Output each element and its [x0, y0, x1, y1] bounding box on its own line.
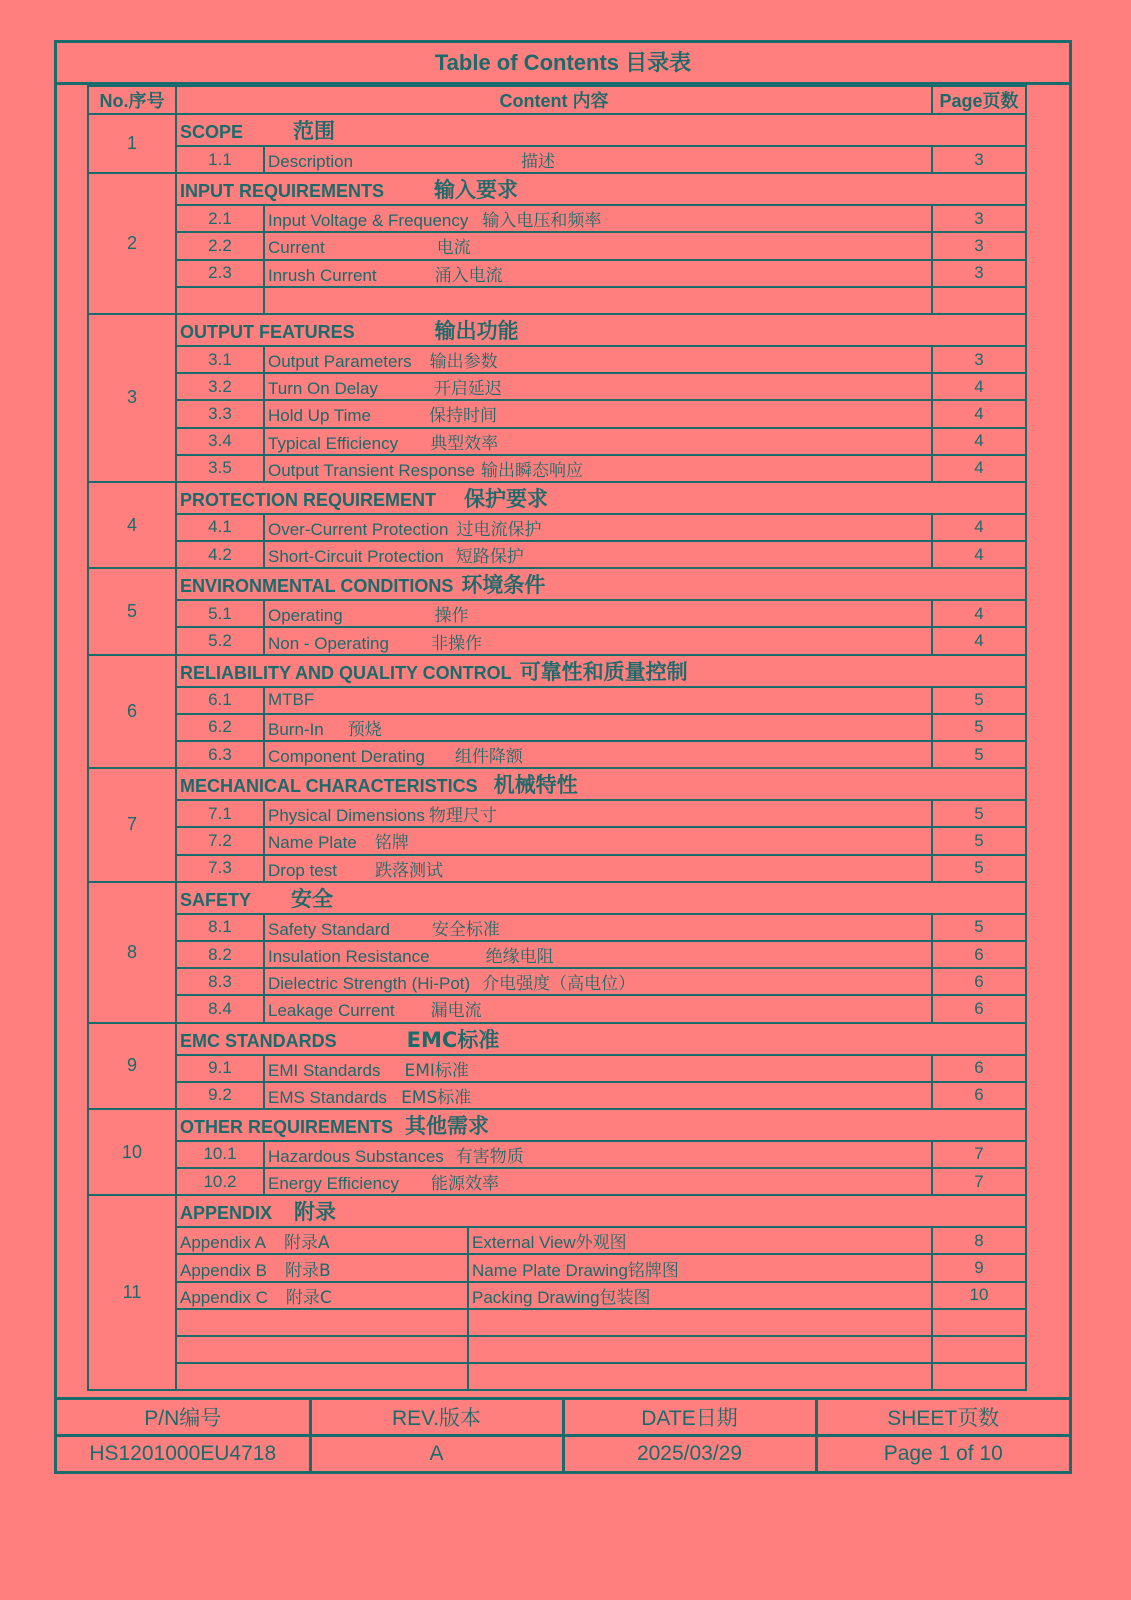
item-description[interactable] — [264, 914, 932, 941]
appendix-label[interactable] — [176, 1227, 468, 1254]
item-number: 3.5 — [176, 455, 264, 482]
item-number: 8.4 — [176, 995, 264, 1022]
blank-cell — [264, 287, 932, 314]
item-title-cn: 过电流保护 — [456, 519, 542, 540]
section-title-cell — [176, 1023, 1026, 1055]
section-row — [88, 482, 1026, 514]
header-content: Content 内容 — [176, 86, 932, 114]
item-page: 5 — [932, 741, 1026, 768]
toc-item-row — [88, 373, 1026, 400]
item-description[interactable] — [264, 1055, 932, 1082]
toc-item-row — [88, 205, 1026, 232]
section-row — [88, 655, 1026, 687]
section-title: RELIABILITY AND QUALITY CONTROL — [180, 662, 512, 683]
item-description[interactable] — [264, 260, 932, 287]
appendix-description: Packing Drawing包装图 — [468, 1282, 932, 1309]
toc-item-row — [88, 146, 1026, 173]
section-number: 7 — [88, 768, 176, 882]
item-title-cn: 保持时间 — [428, 406, 497, 427]
item-description[interactable] — [264, 600, 932, 627]
toc-item-row — [88, 995, 1026, 1022]
item-description[interactable] — [264, 741, 932, 768]
sheet-number: Page 1 of 10 — [816, 1436, 1069, 1472]
item-title: EMI Standards — [268, 1060, 381, 1080]
item-page: 5 — [932, 800, 1026, 827]
item-page: 4 — [932, 455, 1026, 482]
item-description[interactable] — [264, 373, 932, 400]
blank-row — [88, 1309, 1026, 1336]
toc-item-row — [88, 260, 1026, 287]
blank-cell — [932, 1336, 1026, 1363]
item-number: 2.3 — [176, 260, 264, 287]
item-description[interactable] — [264, 146, 932, 173]
toc-item-row — [88, 968, 1026, 995]
item-title-cn: 输出参数 — [429, 352, 498, 373]
item-number: 7.3 — [176, 855, 264, 882]
toc-item-row — [88, 1141, 1026, 1168]
section-row — [88, 768, 1026, 800]
item-title: EMS Standards — [268, 1087, 388, 1107]
item-title-cn: 描述 — [521, 152, 556, 173]
item-page: 7 — [932, 1168, 1026, 1195]
section-row — [88, 568, 1026, 600]
item-title-cn: 开启延迟 — [433, 379, 502, 400]
item-title: Over-Current Protection — [268, 519, 449, 539]
header-no: No.序号 — [88, 86, 176, 114]
item-number: 8.2 — [176, 941, 264, 968]
item-number: 4.2 — [176, 541, 264, 568]
item-title-cn: 能源效率 — [431, 1174, 500, 1195]
section-row — [88, 1109, 1026, 1141]
footer-label-rev: REV.版本 — [310, 1399, 563, 1436]
item-title: Non - Operating — [268, 633, 389, 653]
section-title-cell — [176, 173, 1026, 205]
item-title: Description — [268, 152, 354, 172]
section-title-cn: 输入要求 — [434, 178, 519, 203]
footer-label-sheet: SHEET页数 — [816, 1399, 1069, 1436]
section-title: PROTECTION REQUIREMENT — [180, 489, 437, 510]
blank-row — [88, 1363, 1026, 1390]
item-page: 4 — [932, 373, 1026, 400]
item-title: Component Derating — [268, 747, 425, 767]
appendix-page: 10 — [932, 1282, 1026, 1309]
appendix-id: Appendix C — [180, 1287, 268, 1307]
section-title-cn: 输出功能 — [434, 318, 519, 343]
revision: A — [310, 1436, 563, 1472]
item-number: 7.2 — [176, 827, 264, 854]
section-title: EMC STANDARDS — [180, 1030, 337, 1051]
section-number: 11 — [88, 1195, 176, 1390]
section-row — [88, 314, 1026, 346]
section-title-cell — [176, 568, 1026, 600]
item-title-cn: 组件降额 — [454, 747, 523, 768]
item-number: 10.1 — [176, 1141, 264, 1168]
item-page: 3 — [932, 260, 1026, 287]
item-description[interactable] — [264, 714, 932, 741]
section-row — [88, 173, 1026, 205]
section-title-cn: 机械特性 — [493, 773, 578, 798]
item-title: Drop test — [268, 860, 337, 880]
item-page: 4 — [932, 400, 1026, 427]
item-title-cn: 典型效率 — [430, 433, 499, 454]
item-title-cn: 涌入电流 — [434, 265, 503, 286]
section-number: 8 — [88, 882, 176, 1023]
item-title-cn: 输出瞬态响应 — [480, 460, 583, 481]
item-page: 7 — [932, 1141, 1026, 1168]
appendix-label[interactable] — [176, 1254, 468, 1281]
item-page: 3 — [932, 205, 1026, 232]
item-title-cn: 预烧 — [347, 719, 382, 740]
item-title-cn: 电流 — [436, 238, 471, 259]
part-number: HS1201000EU4718 — [57, 1436, 310, 1472]
blank-cell — [468, 1309, 932, 1336]
item-number: 8.3 — [176, 968, 264, 995]
section-title-cell — [176, 314, 1026, 346]
section-number: 10 — [88, 1109, 176, 1195]
appendix-row — [88, 1227, 1026, 1254]
toc-item-row — [88, 600, 1026, 627]
item-page: 4 — [932, 600, 1026, 627]
item-title-cn: 有害物质 — [455, 1146, 524, 1167]
section-number: 3 — [88, 314, 176, 482]
section-title-cell — [176, 1109, 1026, 1141]
section-title-cn: 可靠性和质量控制 — [519, 659, 688, 684]
item-title-cn: EMS标准 — [401, 1087, 472, 1108]
blank-cell — [932, 287, 1026, 314]
section-number: 2 — [88, 173, 176, 314]
blank-cell — [468, 1363, 932, 1390]
section-number: 4 — [88, 482, 176, 568]
appendix-label[interactable] — [176, 1282, 468, 1309]
appendix-row — [88, 1254, 1026, 1281]
blank-cell — [176, 1309, 468, 1336]
toc-table — [87, 85, 1027, 1391]
item-title: Inrush Current — [268, 265, 377, 285]
section-title: OUTPUT FEATURES — [180, 321, 355, 342]
blank-row — [88, 287, 1026, 314]
item-number: 9.1 — [176, 1055, 264, 1082]
blank-row — [88, 1336, 1026, 1363]
item-description[interactable] — [264, 995, 932, 1022]
section-title: APPENDIX — [180, 1203, 273, 1224]
item-title: Input Voltage & Frequency — [268, 211, 469, 231]
toc-item-row — [88, 455, 1026, 482]
section-title-cell — [176, 768, 1026, 800]
blank-cell — [176, 1363, 468, 1390]
section-title-cell — [176, 655, 1026, 687]
toc-item-row — [88, 1168, 1026, 1195]
item-number: 9.2 — [176, 1082, 264, 1109]
item-description[interactable] — [264, 827, 932, 854]
item-page: 3 — [932, 346, 1026, 373]
toc-item-row — [88, 827, 1026, 854]
item-title: Insulation Resistance — [268, 947, 430, 967]
page-title: Table of Contents 目录表 — [57, 43, 1069, 85]
section-row — [88, 1023, 1026, 1055]
item-page: 5 — [932, 914, 1026, 941]
item-page: 6 — [932, 968, 1026, 995]
item-page: 4 — [932, 541, 1026, 568]
item-title: Short-Circuit Protection — [268, 547, 444, 567]
item-description[interactable] — [264, 455, 932, 482]
blank-cell — [468, 1336, 932, 1363]
item-title: Dielectric Strength (Hi-Pot) — [268, 974, 471, 994]
item-title: Operating — [268, 606, 343, 626]
blank-cell — [932, 1363, 1026, 1390]
item-page: 3 — [932, 232, 1026, 259]
item-page: 6 — [932, 941, 1026, 968]
footer-label-pn: P/N编号 — [57, 1399, 310, 1436]
section-title: ENVIRONMENTAL CONDITIONS — [180, 576, 454, 597]
toc-item-row — [88, 627, 1026, 654]
item-page: 6 — [932, 1055, 1026, 1082]
item-title: Energy Efficiency — [268, 1174, 400, 1194]
appendix-description: Name Plate Drawing铭牌图 — [468, 1254, 932, 1281]
section-title: INPUT REQUIREMENTS — [180, 181, 385, 202]
section-title-cn: 附录 — [294, 1200, 337, 1225]
item-title: Physical Dimensions — [268, 806, 425, 826]
section-title-cell — [176, 882, 1026, 914]
item-page: 5 — [932, 714, 1026, 741]
item-number: 10.2 — [176, 1168, 264, 1195]
item-page: 4 — [932, 514, 1026, 541]
item-description[interactable] — [264, 428, 932, 455]
toc-item-row — [88, 541, 1026, 568]
appendix-id-cn: 附录A — [284, 1233, 330, 1254]
item-title: Output Transient Response — [268, 460, 475, 480]
item-number: 3.3 — [176, 400, 264, 427]
section-title-cn: EMC标准 — [406, 1027, 500, 1052]
toc-header-row — [88, 86, 1026, 114]
toc-item-row — [88, 741, 1026, 768]
item-title-cn: 非操作 — [430, 633, 482, 654]
item-title: Hazardous Substances — [268, 1146, 444, 1166]
toc-item-row — [88, 428, 1026, 455]
section-title: SCOPE — [180, 122, 244, 142]
item-description[interactable] — [264, 1141, 932, 1168]
appendix-description: External View外观图 — [468, 1227, 932, 1254]
item-page: 5 — [932, 827, 1026, 854]
item-title-cn: 绝缘电阻 — [485, 947, 554, 968]
section-number: 9 — [88, 1023, 176, 1109]
appendix-row — [88, 1282, 1026, 1309]
toc-item-row — [88, 941, 1026, 968]
item-page: 5 — [932, 855, 1026, 882]
item-description[interactable] — [264, 400, 932, 427]
item-title-cn: 短路保护 — [455, 547, 524, 568]
blank-cell — [176, 287, 264, 314]
item-page: 6 — [932, 995, 1026, 1022]
section-title-cn: 环境条件 — [461, 573, 546, 598]
item-number: 3.1 — [176, 346, 264, 373]
item-description[interactable] — [264, 232, 932, 259]
item-title: Leakage Current — [268, 1001, 395, 1021]
item-description[interactable] — [264, 968, 932, 995]
title-block — [57, 1397, 1069, 1471]
item-number: 6.1 — [176, 687, 264, 714]
appendix-id-cn: 附录B — [284, 1260, 331, 1281]
item-number: 7.1 — [176, 800, 264, 827]
item-page: 4 — [932, 428, 1026, 455]
section-title: OTHER REQUIREMENTS — [180, 1116, 394, 1137]
toc-sheet — [54, 40, 1072, 1474]
blank-cell — [932, 1309, 1026, 1336]
item-page: 6 — [932, 1082, 1026, 1109]
section-title-cn: 其他需求 — [405, 1113, 490, 1138]
item-title: Output Parameters — [268, 352, 412, 372]
item-number: 2.1 — [176, 205, 264, 232]
item-description[interactable] — [264, 1082, 932, 1109]
item-title: Typical Efficiency — [268, 433, 399, 453]
item-description[interactable] — [264, 627, 932, 654]
item-description[interactable] — [264, 800, 932, 827]
appendix-page: 8 — [932, 1227, 1026, 1254]
item-number: 1.1 — [176, 146, 264, 173]
toc-item-row — [88, 687, 1026, 714]
appendix-id: Appendix B — [180, 1260, 267, 1280]
date: 2025/03/29 — [563, 1436, 816, 1472]
item-number: 5.1 — [176, 600, 264, 627]
item-title-cn: 操作 — [434, 606, 469, 627]
item-title: MTBF — [268, 690, 315, 710]
item-title-cn: 铭牌 — [374, 833, 409, 854]
item-page: 5 — [932, 687, 1026, 714]
section-row — [88, 1195, 1026, 1227]
item-number: 3.4 — [176, 428, 264, 455]
item-description[interactable] — [264, 855, 932, 882]
section-number: 6 — [88, 655, 176, 769]
item-number: 8.1 — [176, 914, 264, 941]
item-title-cn: 介电强度（高电位） — [482, 974, 636, 995]
toc-item-row — [88, 514, 1026, 541]
section-title-cn: 安全 — [291, 886, 334, 911]
section-title-cell — [176, 114, 1026, 146]
item-description[interactable] — [264, 205, 932, 232]
toc-item-row — [88, 855, 1026, 882]
item-number: 3.2 — [176, 373, 264, 400]
item-title: Current — [268, 238, 325, 258]
item-title-cn: 物理尺寸 — [428, 806, 497, 827]
toc-item-row — [88, 232, 1026, 259]
item-page: 3 — [932, 146, 1026, 173]
blank-cell — [176, 1336, 468, 1363]
item-title: Safety Standard — [268, 919, 390, 939]
section-title-cell — [176, 1195, 1026, 1227]
section-row — [88, 882, 1026, 914]
section-title-cn: 保护要求 — [464, 486, 549, 511]
item-title-cn: 安全标准 — [431, 919, 500, 940]
section-title: SAFETY — [180, 889, 252, 910]
item-description[interactable] — [264, 941, 932, 968]
item-title-cn: 输入电压和频率 — [482, 211, 602, 232]
item-description[interactable] — [264, 514, 932, 541]
item-title: Hold Up Time — [268, 406, 371, 426]
toc-item-row — [88, 1055, 1026, 1082]
item-number: 5.2 — [176, 627, 264, 654]
item-page: 4 — [932, 627, 1026, 654]
section-row — [88, 114, 1026, 146]
toc-item-row — [88, 800, 1026, 827]
toc-item-row — [88, 346, 1026, 373]
item-title: Burn-In — [268, 719, 324, 739]
item-description[interactable] — [264, 1168, 932, 1195]
item-title: Turn On Delay — [268, 379, 378, 399]
item-number: 4.1 — [176, 514, 264, 541]
item-number: 6.3 — [176, 741, 264, 768]
section-title-cell — [176, 482, 1026, 514]
item-title: Name Plate — [268, 833, 357, 853]
item-description[interactable] — [264, 541, 932, 568]
section-number: 5 — [88, 568, 176, 654]
item-number: 2.2 — [176, 232, 264, 259]
section-title-cn: 范围 — [293, 119, 336, 143]
item-number: 6.2 — [176, 714, 264, 741]
footer-label-date: DATE日期 — [563, 1399, 816, 1436]
section-title: MECHANICAL CHARACTERISTICS — [180, 776, 478, 797]
toc-item-row — [88, 400, 1026, 427]
item-title-cn: 跌落测试 — [374, 860, 443, 881]
appendix-id: Appendix A — [180, 1233, 267, 1253]
toc-item-row — [88, 714, 1026, 741]
section-number: 1 — [88, 114, 176, 173]
header-page: Page页数 — [932, 86, 1026, 114]
item-description[interactable] — [264, 346, 932, 373]
item-title-cn: EMI标准 — [404, 1060, 469, 1081]
item-description[interactable] — [264, 687, 932, 714]
appendix-id-cn: 附录C — [285, 1287, 332, 1308]
toc-item-row — [88, 1082, 1026, 1109]
toc-item-row — [88, 914, 1026, 941]
appendix-page: 9 — [932, 1254, 1026, 1281]
item-title-cn: 漏电流 — [430, 1001, 482, 1022]
